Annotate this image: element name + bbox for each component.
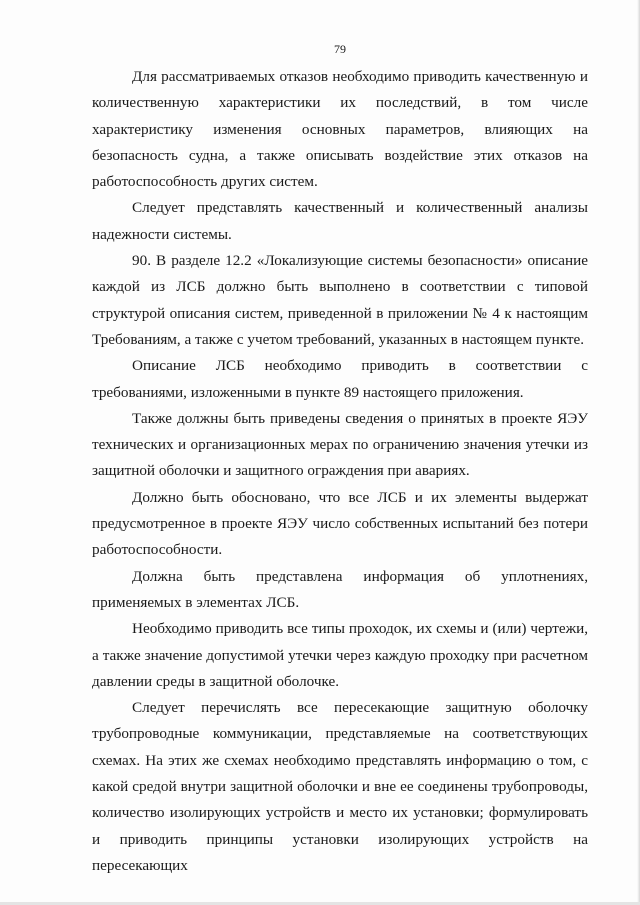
page-number: 79 <box>334 42 346 56</box>
paragraph-reliability-analysis: Следует представлять качественный и количественный анализы надежности системы. <box>92 199 588 243</box>
paragraph-seals: Должна быть представлена информация об уплотнениях, применяемых в элементах ЛСБ. <box>92 567 588 611</box>
paragraph-failure-characteristics: Для рассматриваемых отказов необходимо приводить качественную и количественную характеристики их последствий, в том числе характеристику изменения основных параметров, влияющих на безопасность судна, а также описывать воздействие этих отказов на работоспособность других систем. <box>92 68 588 191</box>
paragraph-leakage-measures: Также должны быть приведены сведения о принятых в проекте ЯЭУ технических и организационных мерах по ограничению значения утечки из защитной оболочки и защитного ограждения при авариях. <box>92 409 588 480</box>
paragraph-lsb-tests: Должно быть обосновано, что все ЛСБ и их элементы выдержат предусмотренное в проекте ЯЭУ число собственных испытаний без потери работоспособности. <box>92 488 588 559</box>
paragraph-pipelines: Следует перечислять все пересекающие защитную оболочку трубопроводные коммуникации, представляемые на соответствующих схемах. На этих же схемах необходимо представлять информацию о том, с какой средой внутри защитной оболочки и вне ее соединены трубопроводы, количество изолирующих устройств и место их установки; формулировать и приводить принципы установки изолирующих устройств на пересекающих <box>92 699 588 874</box>
document-body <box>92 64 588 879</box>
paragraph-section-12-2: 90. В разделе 12.2 «Локализующие системы безопасности» описание каждой из ЛСБ должно быть выполнено в соответствии с типовой структурой описания систем, приведенной в приложении № 4 к настоящим Требованиям, а также с учетом требований, указанных в настоящем пункте. <box>92 252 588 348</box>
paragraph-penetrations: Необходимо приводить все типы проходок, их схемы и (или) чертежи, а также значение допустимой утечки через каждую проходку при расчетном давлении среды в защитной оболочке. <box>92 620 588 690</box>
paragraph-lsb-description: Описание ЛСБ необходимо приводить в соответствии с требованиями, изложенными в пункте 89 настоящего приложения. <box>92 357 588 401</box>
